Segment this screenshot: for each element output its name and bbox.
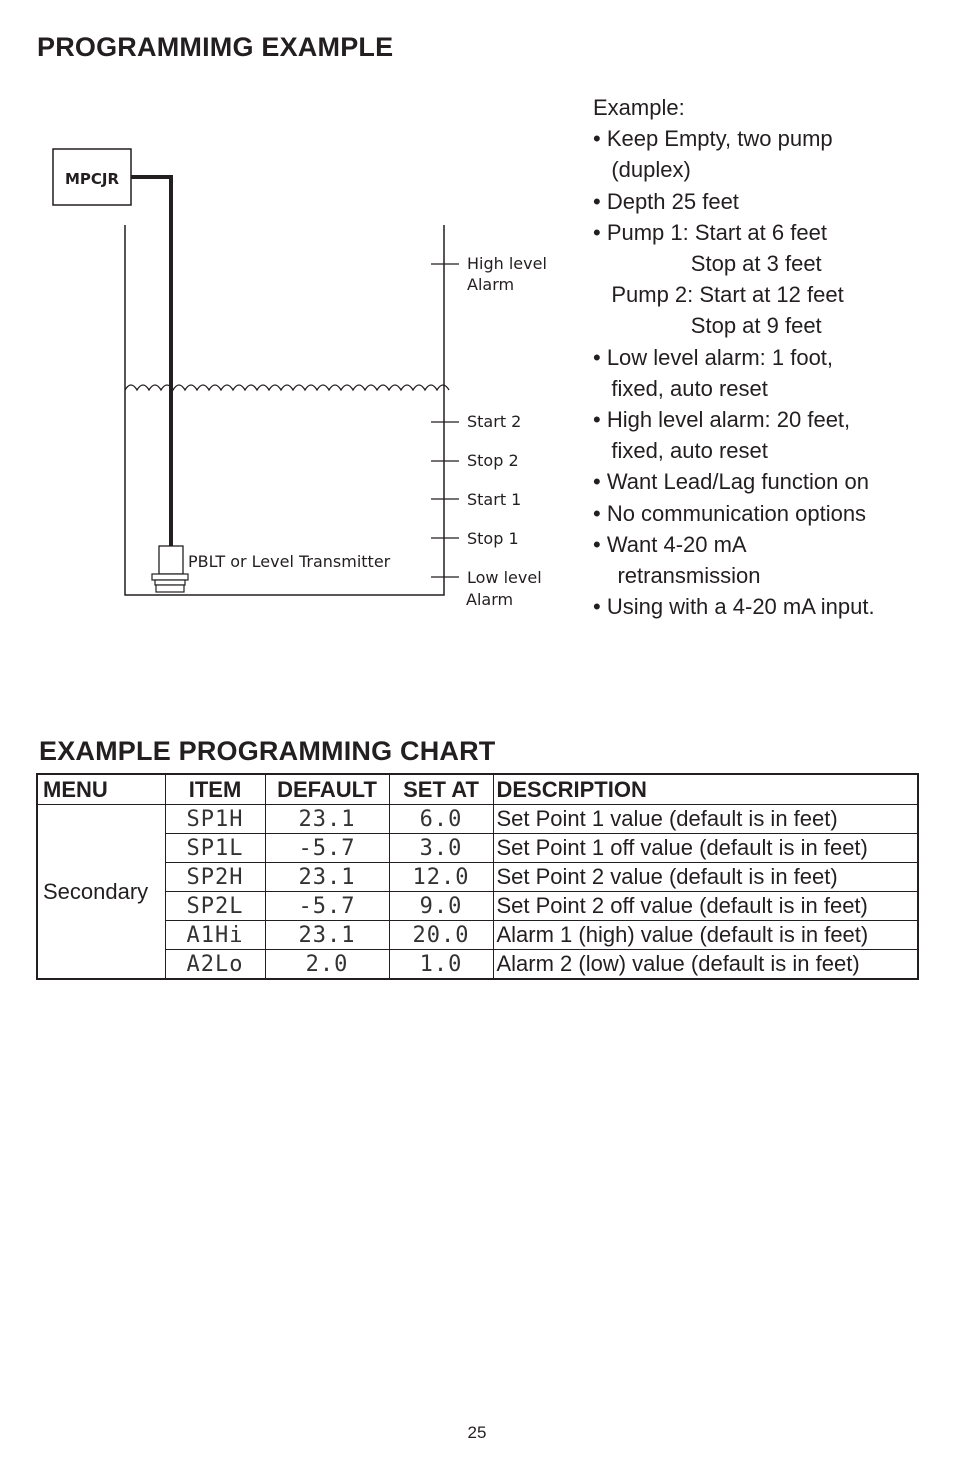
item-cell: A2Lo bbox=[165, 950, 265, 980]
header-set-at: SET AT bbox=[389, 774, 493, 805]
item-cell: A1Hi bbox=[165, 921, 265, 950]
example-line: • No communication options bbox=[593, 500, 867, 526]
table-row bbox=[37, 834, 918, 863]
table-row bbox=[37, 950, 918, 980]
set-at-cell: 12.0 bbox=[389, 863, 493, 892]
item-cell: SP1L bbox=[165, 834, 265, 863]
transmitter-label: PBLT or Level Transmitter bbox=[188, 552, 391, 571]
example-line: fixed, auto reset bbox=[593, 375, 768, 401]
programming-chart bbox=[36, 773, 919, 980]
set-at-cell: 3.0 bbox=[389, 834, 493, 863]
section-title: PROGRAMMIMG EXAMPLE bbox=[37, 32, 394, 62]
menu-cell: Secondary bbox=[37, 805, 165, 980]
item-cell: SP2H bbox=[165, 863, 265, 892]
description-cell: Alarm 1 (high) value (default is in feet) bbox=[493, 921, 918, 950]
transmitter-foot bbox=[156, 585, 184, 592]
example-line: • Pump 1: Start at 6 feet bbox=[593, 219, 827, 245]
header-menu: MENU bbox=[37, 774, 165, 805]
description-cell: Set Point 2 value (default is in feet) bbox=[493, 863, 918, 892]
example-line: • Want Lead/Lag function on bbox=[593, 469, 869, 495]
example-line: • Depth 25 feet bbox=[593, 188, 739, 214]
level-label-start-1: Start 1 bbox=[467, 490, 522, 509]
example-line: Stop at 3 feet bbox=[593, 251, 822, 277]
set-at-cell: 6.0 bbox=[389, 805, 493, 834]
controller-label: MPCJR bbox=[64, 170, 120, 188]
table-row bbox=[37, 892, 918, 921]
set-at-cell: 1.0 bbox=[389, 950, 493, 980]
level-label-stop-1: Stop 1 bbox=[467, 529, 519, 548]
example-line: Stop at 9 feet bbox=[593, 313, 822, 339]
table-header-row bbox=[37, 774, 918, 805]
table-row bbox=[37, 805, 918, 834]
header-item: ITEM bbox=[165, 774, 265, 805]
level-label-high-alarm-1: High level bbox=[467, 254, 547, 273]
item-cell: SP2L bbox=[165, 892, 265, 921]
description-cell: Set Point 1 value (default is in feet) bbox=[493, 805, 918, 834]
default-cell: -5.7 bbox=[265, 834, 389, 863]
description-cell: Alarm 2 (low) value (default is in feet) bbox=[493, 950, 918, 980]
default-cell: 23.1 bbox=[265, 863, 389, 892]
level-label-low-alarm-2: Alarm bbox=[466, 590, 514, 609]
table-row bbox=[37, 863, 918, 892]
example-line: (duplex) bbox=[593, 157, 691, 183]
example-line: • Low level alarm: 1 foot, bbox=[593, 344, 834, 370]
page-number: 25 bbox=[467, 1423, 487, 1442]
level-label-high-alarm-2: Alarm bbox=[467, 275, 515, 294]
header-description: DESCRIPTION bbox=[493, 774, 918, 805]
example-line: • Using with a 4-20 mA input. bbox=[593, 594, 875, 620]
table-row bbox=[37, 921, 918, 950]
transmitter-flange bbox=[152, 574, 188, 580]
default-cell: 2.0 bbox=[265, 950, 389, 980]
description-cell: Set Point 2 off value (default is in feet) bbox=[493, 892, 918, 921]
description-cell: Set Point 1 off value (default is in feet) bbox=[493, 834, 918, 863]
level-label-stop-2: Stop 2 bbox=[467, 451, 519, 470]
example-list bbox=[593, 92, 933, 622]
default-cell: -5.7 bbox=[265, 892, 389, 921]
transmitter-body bbox=[159, 546, 183, 574]
item-cell: SP1H bbox=[165, 805, 265, 834]
example-line: Example: bbox=[593, 95, 685, 120]
chart-title: EXAMPLE PROGRAMMING CHART bbox=[39, 736, 496, 766]
set-at-cell: 9.0 bbox=[389, 892, 493, 921]
level-label-start-2: Start 2 bbox=[467, 412, 522, 431]
water-surface bbox=[125, 385, 449, 390]
default-cell: 23.1 bbox=[265, 921, 389, 950]
example-line: Pump 2: Start at 12 feet bbox=[593, 282, 844, 308]
example-line: • Want 4-20 mA bbox=[593, 531, 747, 557]
header-default: DEFAULT bbox=[265, 774, 389, 805]
set-at-cell: 20.0 bbox=[389, 921, 493, 950]
level-label-low-alarm-1: Low level bbox=[467, 568, 542, 587]
example-line: retransmission bbox=[593, 563, 761, 589]
example-line: • High level alarm: 20 feet, bbox=[593, 407, 851, 433]
transmitter-base bbox=[155, 580, 185, 585]
default-cell: 23.1 bbox=[265, 805, 389, 834]
cable bbox=[131, 177, 171, 547]
example-line: fixed, auto reset bbox=[593, 438, 768, 464]
example-line: • Keep Empty, two pump bbox=[593, 126, 833, 152]
